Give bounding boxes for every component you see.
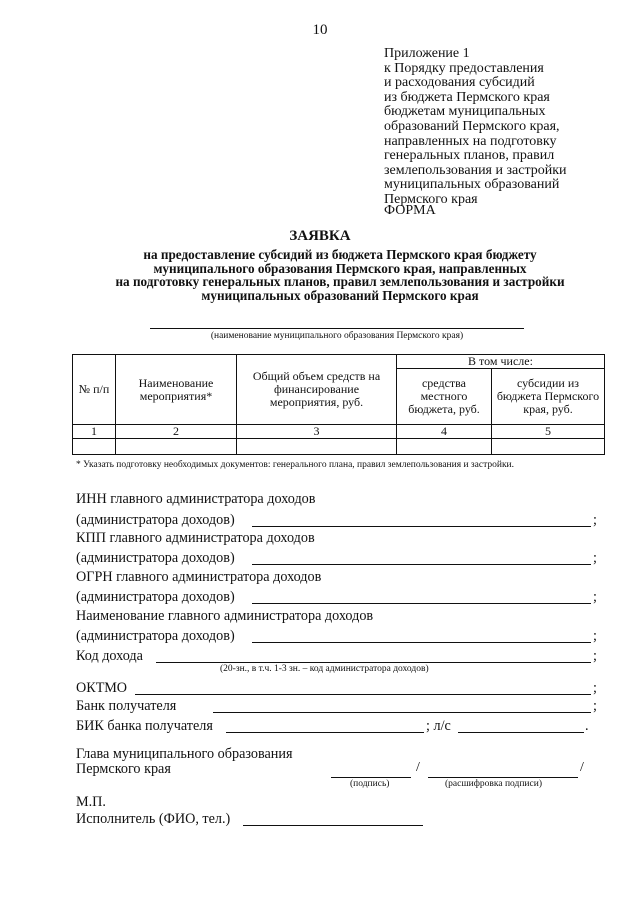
appendix-line: из бюджета Пермского края [384,89,550,105]
appendix-line: генеральных планов, правил [384,148,555,164]
semicolon: ; [593,512,597,528]
signature-caption: (подпись) [350,779,390,789]
footnote: * Указать подготовку необходимых документов: генерального плана, правил землепользования и застройки. [76,460,515,470]
column-number: 1 [73,425,116,439]
appendix-line: землепользования и застройки [384,162,567,178]
header-regional-subsidy: субсидии из бюджета Пермского края, руб. [492,369,605,425]
table-cell[interactable] [492,439,605,455]
municipal-name-caption: (наименование муниципального образования Пермского края) [210,331,464,341]
semicolon: ; [593,628,597,644]
semicolon: ; [593,550,597,566]
table-cell[interactable] [116,439,237,455]
municipal-name-field[interactable] [150,328,524,329]
income-code-note: (20-зн., в т.ч. 1-3 зн. – код администратора доходов) [220,664,429,674]
document-subtitle [60,248,620,302]
semicolon: ; [593,589,597,605]
ogrn-field[interactable] [252,588,591,604]
semicolon: ; [593,648,597,664]
subtitle-line: на предоставление субсидий из бюджета Пермского края бюджету [143,247,537,262]
appendix-line: и расходования субсидий [384,75,535,91]
kpp-label-cont: (администратора доходов) [76,550,235,566]
ogrn-label: ОГРН главного администратора доходов [76,569,322,585]
head-label: Глава муниципального образования [76,746,293,762]
header-including: В том числе: [397,355,605,369]
header-total-amount: Общий объем средств на финансирование мероприятия, руб. [237,355,397,425]
slash: / [580,760,584,775]
appendix-line: Приложение 1 [384,46,470,61]
income-code-label: Код дохода [76,648,143,664]
appendix-line: муниципальных образований [384,177,560,193]
header-number: № п/п [73,355,116,425]
appendix-line: к Порядку предоставления [384,60,544,76]
appendix-line: Пермского края [384,191,478,207]
table-cell[interactable] [397,439,492,455]
semicolon: ; [593,680,597,696]
column-number: 5 [492,425,605,439]
decode-caption: (расшифровка подписи) [445,779,542,789]
bank-field[interactable] [213,697,591,713]
header-event-name: Наименование мероприятия* [116,355,237,425]
page-number: 10 [312,22,328,38]
appendix-line: образований Пермского края, [384,118,560,134]
admin-name-label-cont: (администратора доходов) [76,628,235,644]
column-number: 4 [397,425,492,439]
slash: / [416,760,420,775]
bik-label: БИК банка получателя [76,718,213,734]
table-cell[interactable] [237,439,397,455]
admin-name-field[interactable] [252,627,591,643]
bik-field[interactable] [226,717,424,733]
column-number: 2 [116,425,237,439]
column-number: 3 [237,425,397,439]
stamp-label: М.П. [76,794,106,810]
subtitle-line: на подготовку генеральных планов, правил землепользования и застройки [115,274,565,290]
appendix-block [384,47,567,208]
account-label: ; л/с [426,718,451,734]
inn-label: ИНН главного администратора доходов [76,491,316,507]
executor-label: Исполнитель (ФИО, тел.) [76,811,231,827]
semicolon: ; [593,698,597,714]
subtitle-line: муниципальных образований Пермского края [201,287,479,303]
subtitle-line: муниципального образования Пермского края, направленных [153,260,527,276]
kpp-label: КПП главного администратора доходов [76,530,315,546]
signature-field[interactable] [331,765,411,778]
form-label: ФОРМА [384,203,436,218]
executor-field[interactable] [243,810,423,826]
oktmo-field[interactable] [135,679,591,695]
bank-label: Банк получателя [76,698,177,714]
income-code-field[interactable] [156,647,591,663]
period: . [585,718,589,734]
appendix-line: бюджетам муниципальных [384,104,546,120]
document-title: ЗАЯВКА [289,228,351,244]
inn-field[interactable] [252,511,591,527]
account-field[interactable] [458,717,584,733]
table-row [73,439,605,455]
events-table [72,354,605,455]
table-cell[interactable] [73,439,116,455]
header-local-budget: средства местного бюджета, руб. [397,369,492,425]
signature-decode-field[interactable] [428,765,578,778]
inn-label-cont: (администратора доходов) [76,512,235,528]
appendix-line: направленных на подготовку [384,133,557,149]
oktmo-label: ОКТМО [76,680,128,696]
head-label-cont: Пермского края [76,761,171,777]
admin-name-label: Наименование главного администратора доходов [76,608,374,624]
ogrn-label-cont: (администратора доходов) [76,589,235,605]
kpp-field[interactable] [252,549,591,565]
